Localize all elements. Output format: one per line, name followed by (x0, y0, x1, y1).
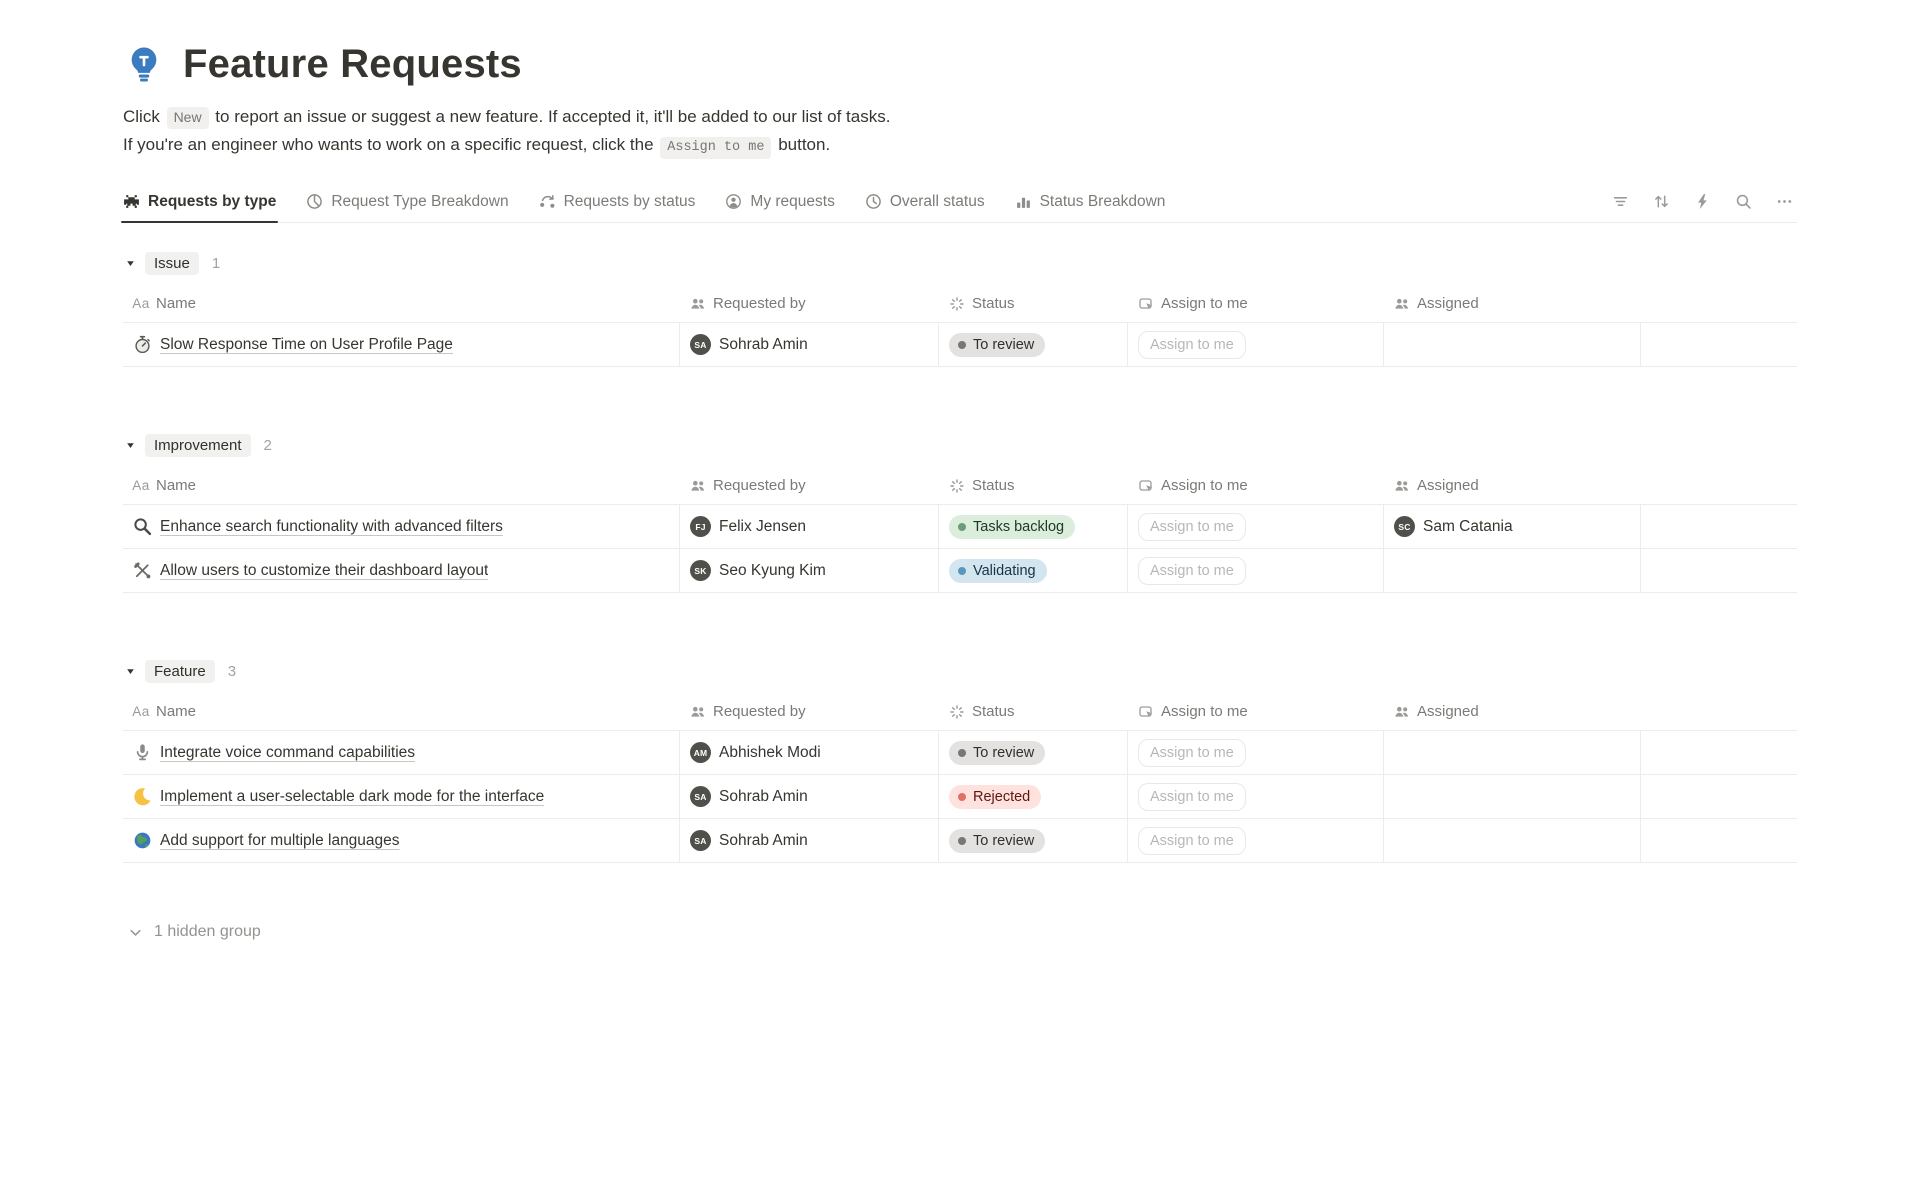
assign-cell (1128, 819, 1384, 862)
page-title: Feature Requests (183, 42, 522, 86)
tab-overall-status[interactable] (865, 181, 985, 222)
button-click-icon (1138, 296, 1154, 312)
table-header-row (123, 693, 1797, 731)
spinner-icon (949, 704, 965, 720)
triangle-down-icon[interactable] (125, 258, 136, 269)
assigned-cell[interactable] (1384, 505, 1641, 548)
column-header-status[interactable] (939, 703, 1128, 720)
column-header-assign-to-me[interactable] (1128, 295, 1384, 312)
people-icon (1394, 478, 1410, 494)
column-header-requested-by[interactable] (680, 477, 939, 494)
status-cell[interactable] (939, 731, 1128, 774)
assigned-cell[interactable] (1384, 549, 1641, 592)
group-label[interactable]: Improvement (145, 434, 251, 457)
text-icon: Aa (132, 296, 150, 311)
view-tab-bar (123, 181, 1797, 223)
requested-by-cell[interactable] (680, 549, 939, 592)
table (123, 467, 1797, 593)
group-issue (123, 249, 1797, 367)
status-cell[interactable] (939, 819, 1128, 862)
column-header-requested-by[interactable] (680, 703, 939, 720)
status-dot (958, 837, 966, 845)
assign-to-me-button[interactable]: Assign to me (1138, 513, 1246, 541)
requested-by-cell[interactable] (680, 731, 939, 774)
moon-icon (133, 787, 152, 806)
status-badge[interactable] (949, 829, 1045, 853)
column-header-assign-to-me[interactable] (1128, 477, 1384, 494)
view-tabs (123, 181, 1165, 222)
description-line-1 (123, 103, 1797, 131)
empty-cell (1641, 505, 1797, 548)
assign-to-me-button[interactable]: Assign to me (1138, 783, 1246, 811)
view-toolbar (1612, 193, 1797, 210)
spinner-icon (949, 296, 965, 312)
status-dot (958, 793, 966, 801)
name-cell[interactable] (123, 731, 680, 774)
bulb-icon[interactable] (123, 44, 165, 86)
filter-icon[interactable] (1612, 193, 1629, 210)
tab-label: Status Breakdown (1039, 192, 1166, 210)
assigned-cell[interactable] (1384, 323, 1641, 366)
status-badge[interactable] (949, 559, 1047, 583)
status-dot (958, 523, 966, 531)
table-row (123, 731, 1797, 775)
column-header-name[interactable] (123, 295, 680, 312)
assign-cell (1128, 549, 1384, 592)
column-header-assigned[interactable] (1384, 295, 1641, 312)
assign-to-me-button[interactable]: Assign to me (1138, 827, 1246, 855)
new-button-chip: New (167, 107, 209, 129)
empty-cell (1641, 731, 1797, 774)
description-line-2 (123, 131, 1797, 159)
person-circle-icon (725, 193, 742, 210)
group-header (125, 431, 1797, 459)
column-label: Name (156, 295, 197, 312)
table-row (123, 775, 1797, 819)
column-header-requested-by[interactable] (680, 295, 939, 312)
group-label[interactable]: Issue (145, 252, 199, 275)
description-text: button. (773, 135, 831, 154)
text-icon: Aa (132, 478, 150, 493)
group-count: 3 (227, 662, 237, 680)
tab-label: Overall status (889, 192, 985, 210)
tab-label: My requests (750, 192, 835, 210)
tab-request-type-breakdown[interactable] (306, 181, 508, 222)
tab-status-breakdown[interactable] (1015, 181, 1166, 222)
table (123, 693, 1797, 863)
column-header-status[interactable] (939, 477, 1128, 494)
column-label: Status (972, 477, 1015, 494)
clock-icon (865, 193, 882, 210)
stopwatch-icon (133, 335, 152, 354)
request-title[interactable]: Allow users to customize their dashboard layout (160, 561, 489, 579)
requested-by-cell[interactable] (680, 775, 939, 818)
assign-to-me-button[interactable]: Assign to me (1138, 331, 1246, 359)
request-title[interactable]: Slow Response Time on User Profile Page (160, 335, 453, 353)
column-label: Name (156, 477, 197, 494)
globe-icon (133, 831, 152, 850)
magnifier-icon (133, 517, 152, 536)
avatar: SC (1394, 516, 1415, 537)
group-label[interactable]: Feature (145, 660, 215, 683)
triangle-down-icon[interactable] (125, 666, 136, 677)
table-header-row (123, 285, 1797, 323)
status-badge[interactable] (949, 515, 1075, 539)
status-badge[interactable] (949, 785, 1041, 809)
button-click-icon (1138, 478, 1154, 494)
column-header-assigned[interactable] (1384, 703, 1641, 720)
column-header-name[interactable] (123, 477, 680, 494)
status-label: To review (973, 336, 1035, 353)
group-header (125, 657, 1797, 685)
status-dot (958, 749, 966, 757)
requester-name: Sohrab Amin (719, 831, 808, 849)
name-cell[interactable] (123, 775, 680, 818)
tools-icon (133, 561, 152, 580)
requested-by-cell[interactable] (680, 819, 939, 862)
column-label: Assigned (1417, 477, 1479, 494)
empty-cell (1641, 549, 1797, 592)
description-text: Click (123, 107, 165, 126)
status-label: Tasks backlog (973, 518, 1065, 535)
group-count: 1 (211, 254, 221, 272)
microphone-icon (133, 743, 152, 762)
status-label: To review (973, 832, 1035, 849)
table-row (123, 819, 1797, 863)
empty-cell (1641, 819, 1797, 862)
request-title[interactable]: Add support for multiple languages (160, 831, 400, 849)
avatar: AM (690, 742, 711, 763)
column-label: Status (972, 703, 1015, 720)
tab-my-requests[interactable] (725, 181, 834, 222)
status-cell[interactable] (939, 775, 1128, 818)
tab-requests-by-status[interactable] (539, 181, 696, 222)
assign-to-me-chip: Assign to me (660, 137, 771, 159)
table-row (123, 549, 1797, 593)
description-text: If you're an engineer who wants to work on a specific request, click the (123, 135, 659, 154)
name-cell[interactable] (123, 549, 680, 592)
page-header (123, 42, 1797, 87)
lightning-icon[interactable] (1694, 193, 1711, 210)
avatar: SA (690, 830, 711, 851)
avatar: SA (690, 786, 711, 807)
people-icon (1394, 296, 1410, 312)
assign-to-me-button[interactable]: Assign to me (1138, 557, 1246, 585)
status-cell[interactable] (939, 505, 1128, 548)
table-row (123, 323, 1797, 367)
assign-cell (1128, 775, 1384, 818)
assigned-name: Sam Catania (1423, 517, 1513, 535)
tab-label: Request Type Breakdown (331, 192, 509, 210)
triangle-down-icon[interactable] (125, 440, 136, 451)
status-badge[interactable] (949, 741, 1045, 765)
avatar: SA (690, 334, 711, 355)
request-title[interactable]: Implement a user-selectable dark mode for the interface (160, 787, 545, 805)
flow-icon (539, 193, 556, 210)
people-icon (1394, 704, 1410, 720)
button-click-icon (1138, 704, 1154, 720)
more-icon[interactable] (1776, 193, 1793, 210)
spinner-icon (949, 478, 965, 494)
status-cell[interactable] (939, 323, 1128, 366)
status-dot (958, 341, 966, 349)
request-title[interactable]: Enhance search functionality with advanced filters (160, 517, 503, 535)
status-label: To review (973, 744, 1035, 761)
hidden-group-label: 1 hidden group (154, 923, 261, 940)
assign-cell (1128, 505, 1384, 548)
table-row (123, 505, 1797, 549)
chevron-down-icon (128, 925, 143, 940)
pie-icon (306, 193, 323, 210)
group-improvement (123, 431, 1797, 593)
table (123, 285, 1797, 367)
requested-by-cell[interactable] (680, 323, 939, 366)
column-label: Assign to me (1161, 295, 1248, 312)
status-label: Rejected (973, 788, 1031, 805)
page-description (123, 103, 1797, 159)
assign-to-me-button[interactable]: Assign to me (1138, 739, 1246, 767)
requester-name: Felix Jensen (719, 517, 807, 535)
tab-requests-by-type[interactable] (123, 181, 276, 222)
column-label: Assign to me (1161, 703, 1248, 720)
empty-cell (1641, 775, 1797, 818)
status-badge[interactable] (949, 333, 1045, 357)
group-count: 2 (263, 436, 272, 454)
requested-by-cell[interactable] (680, 505, 939, 548)
group-feature (123, 657, 1797, 863)
status-label: Validating (973, 562, 1036, 579)
status-dot (958, 567, 966, 575)
requester-name: Abhishek Modi (719, 743, 821, 761)
column-label: Assigned (1417, 295, 1479, 312)
avatar: FJ (690, 516, 711, 537)
text-icon: Aa (132, 704, 150, 719)
column-label: Requested by (713, 295, 806, 312)
bug-icon (123, 193, 140, 210)
column-header-assigned[interactable] (1384, 477, 1641, 494)
requester-name: Sohrab Amin (719, 335, 808, 353)
empty-cell (1641, 323, 1797, 366)
search-icon[interactable] (1735, 193, 1752, 210)
assign-cell (1128, 731, 1384, 774)
column-header-assign-to-me[interactable] (1128, 703, 1384, 720)
people-icon (690, 296, 706, 312)
tab-label: Requests by status (563, 192, 696, 210)
hidden-group-toggle[interactable] (128, 923, 1797, 941)
column-label: Requested by (713, 703, 806, 720)
assign-cell (1128, 323, 1384, 366)
column-label: Status (972, 295, 1015, 312)
request-title[interactable]: Integrate voice command capabilities (160, 743, 416, 761)
column-label: Requested by (713, 477, 806, 494)
name-cell[interactable] (123, 323, 680, 366)
assigned-cell[interactable] (1384, 819, 1641, 862)
sort-icon[interactable] (1653, 193, 1670, 210)
column-label: Name (156, 703, 197, 720)
column-label: Assigned (1417, 703, 1479, 720)
people-icon (690, 704, 706, 720)
column-header-name[interactable] (123, 703, 680, 720)
description-text: to report an issue or suggest a new feature. If accepted it, it'll be added to our list of tasks. (210, 107, 891, 126)
avatar: SK (690, 560, 711, 581)
requester-name: Sohrab Amin (719, 787, 808, 805)
column-label: Assign to me (1161, 477, 1248, 494)
status-cell[interactable] (939, 549, 1128, 592)
column-header-status[interactable] (939, 295, 1128, 312)
assigned-cell[interactable] (1384, 731, 1641, 774)
requester-name: Seo Kyung Kim (719, 561, 826, 579)
tab-label: Requests by type (148, 192, 277, 210)
table-header-row (123, 467, 1797, 505)
people-icon (690, 478, 706, 494)
group-header (125, 249, 1797, 277)
name-cell[interactable] (123, 819, 680, 862)
name-cell[interactable] (123, 505, 680, 548)
assigned-cell[interactable] (1384, 775, 1641, 818)
bar-chart-icon (1015, 193, 1032, 210)
